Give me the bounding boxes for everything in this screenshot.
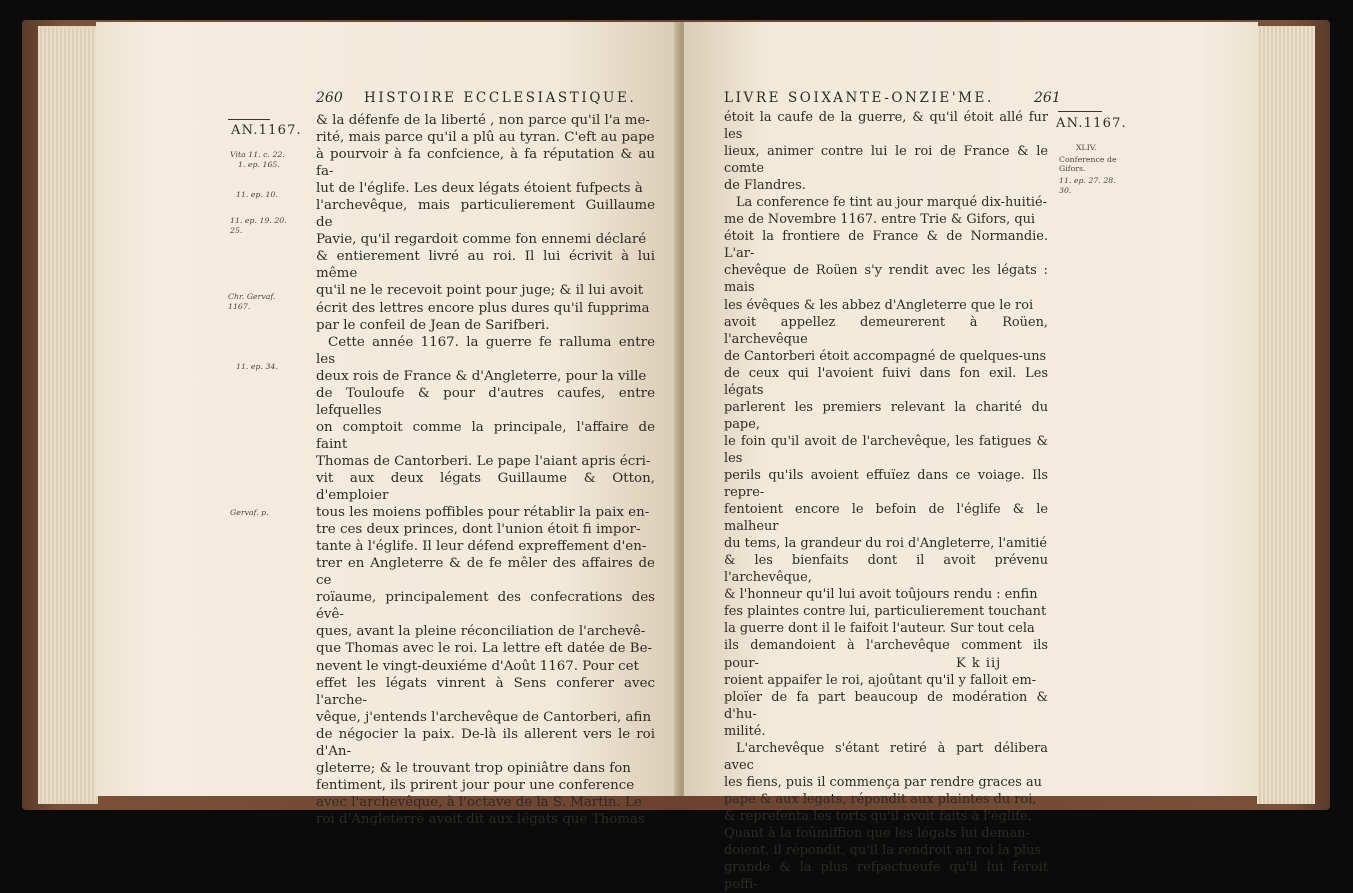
text-line: qu'il ne le recevoit point pour juge; & il lui avoit [316,283,644,299]
text-line: roïaume, principalement des confecrations des évê- [316,590,655,623]
page-edges-right [1257,26,1315,804]
text-line: effet les légats vinrent à Sens conferer avec l'arche- [316,675,655,708]
text-line: avoit appellez demeurerent à Roüen, l'archevêque [724,314,1048,347]
text-line: ils demandoient à l'archevêque comment ils pour- [724,638,1048,671]
right-running-head: LIVRE SOIXANTE-ONZIE'ME. [724,90,994,106]
margin-note: 11. ep. 10. [236,190,278,199]
text-line: grande & la plus refpectueufe qu'il lui feroit poffi- [724,860,1048,893]
year-rule [228,119,270,120]
text-line: les fiens, puis il commença par rendre graces au [724,774,1042,790]
margin-note: 11. ep. 27. 28. [1059,176,1116,185]
text-line: Quant à la foûmiffion que les légats lui deman- [724,825,1030,841]
left-running-head: HISTOIRE ECCLESIASTIQUE. [364,90,637,106]
text-line: nevent le vingt-deuxiéme d'Août 1167. Pour cet [316,658,639,674]
text-line: le foin qu'il avoit de l'archevêque, les fatigues & les [724,433,1048,466]
right-body-text [724,109,1048,893]
year-rule [1058,111,1102,112]
text-line: du tems, la grandeur du roi d'Angleterre, l'amitié [724,536,1048,552]
text-line: fes plaintes contre lui, particulierement touchant [724,604,1047,620]
text-line: & entierement livré au roi. Il lui écrivit à lui même [316,249,655,282]
margin-note: Chr. Gervaf. [228,292,276,301]
text-line: gleterre; & le trouvant trop opiniâtre dans fon [316,760,631,776]
margin-note: Conference de [1059,155,1117,164]
margin-note: 30. [1059,186,1072,195]
text-line: de ceux qui l'avoient fuivi dans fon exil. Les légats [724,365,1048,398]
right-page [684,22,1258,893]
text-line: étoit la caufe de la guerre, & qu'il étoit allé fur les [724,110,1048,143]
text-line: on comptoit comme la principale, l'affaire de faint [316,419,655,452]
margin-note: 11. ep. 34. [236,362,278,371]
text-line: la guerre dont il le faifoit l'auteur. Sur tout cela [724,621,1035,637]
text-line: de négocier la paix. De-là ils allerent vers le roi d'An- [316,726,655,759]
text-line: parlerent les premiers relevant la charité du pape, [724,399,1048,432]
margin-note: 1. ep. 165. [238,160,280,169]
left-page [96,22,678,827]
text-line: Cette année 1167. la guerre fe ralluma entre les [316,334,655,367]
text-line: tre ces deux princes, dont l'union étoit fi impor- [316,522,641,538]
text-line: & les bienfaits dont il avoit prévenu l'archevêque, [724,553,1048,586]
text-line: de Cantorberi étoit accompagné de quelques-uns [724,348,1047,364]
text-line: les évêques & les abbez d'Angleterre que le roi [724,297,1034,313]
margin-note: Gifors. [1059,164,1086,173]
text-line: trer en Angleterre & de fe mêler des affaires de ce [316,556,655,589]
text-line: & la défenfe de la liberté , non parce qu'il l'a me- [316,113,650,128]
text-line: fentoient encore le befoin de l'églife & le malheur [724,502,1048,535]
text-line: Pavie, qu'il regardoit comme fon ennemi déclaré [316,232,647,248]
text-line: roient appaifer le roi, ajoûtant qu'il y falloit em- [724,672,1037,688]
text-line: lut de l'églife. Les deux légats étoient fufpects à [316,181,643,197]
text-line: milité. [724,723,766,739]
margin-note: Gervaf. p. [230,508,269,517]
text-line: tante à l'églife. Il leur défend expreffement d'en- [316,539,647,555]
text-line: rité, mais parce qu'il a plû au tyran. C'eft au pape [316,130,655,146]
text-line: roi d'Angleterre avoit dit aux légats que Thomas [316,811,645,827]
right-year-label: AN.1167. [1056,116,1127,131]
text-line: de Touloufe & pour d'autres caufes, entre lefquelles [316,385,655,418]
text-line: lieux, animer contre lui le roi de France & le comte [724,144,1048,177]
text-line: ques, avant la pleine réconciliation de l'archevê- [316,624,646,640]
text-line: chevêque de Roüen s'y rendit avec les légats : mais [724,263,1048,296]
text-line: Thomas de Cantorberi. Le pape l'aiant apris écri- [316,453,651,469]
text-line: fentiment, ils prirent jour pour une conference [316,777,635,793]
left-page-number: 260 [316,90,343,106]
text-line: deux rois de France & d'Angleterre, pour la ville [316,368,647,384]
text-line: L'archevêque s'étant retiré à part délibera avec [724,740,1048,773]
signature-mark: K k iij [956,656,1002,671]
margin-note: 25. [230,226,243,235]
left-year-label: AN.1167. [231,123,302,138]
text-line: & l'honneur qu'il lui avoit toûjours rendu : enfin [724,587,1038,603]
text-line: pape & aux legats, répondit aux plaintes du roi, [724,791,1037,807]
margin-note: 11. ep. 19. 20. [230,216,287,225]
text-line: écrit des lettres encore plus dures qu'il fupprima [316,300,650,316]
text-line: tous les moiens poffibles pour rétablir la paix en- [316,505,650,521]
margin-note: 1167. [228,302,251,311]
margin-note: XLIV. [1076,143,1097,152]
text-line: perils qu'ils avoient effuïez dans ce voiage. Ils repre- [724,467,1048,501]
text-line: avec l'archevêque, à l'octave de la S. Martin. Le [316,794,642,810]
text-line: La conference fe tint au jour marqué dix-huitié- [736,195,1047,211]
text-line: vit aux deux légats Guillaume & Otton, d'emploier [316,470,655,504]
page-edges-left [38,26,98,804]
text-line: & reprefenta les torts qu'il avoit faits à l'églife. [724,808,1032,824]
text-line: que Thomas avec le roi. La lettre eft datée de Be- [316,641,653,657]
text-line: ploïer de fa part beaucoup de modération & d'hu- [724,689,1048,722]
text-line: doient, il répondit, qu'il la rendroit au roi la plus [724,843,1042,859]
right-page-number: 261 [1034,90,1061,106]
text-line: par le confeil de Jean de Sarifberi. [316,317,550,333]
text-line: vêque, j'entends l'archevêque de Cantorberi, afin [316,709,652,725]
text-line: à pourvoir à fa confcience, à fa réputation & au fa- [316,147,655,180]
left-body-text [316,112,655,828]
text-line: me de Novembre 1167. entre Trie & Gifors, qui [724,212,1036,228]
text-line: l'archevêque, mais particulierement Guillaume de [316,198,655,231]
text-line: étoit la frontiere de France & de Normandie. L'ar- [724,229,1048,262]
text-line: de Flandres. [724,178,806,194]
margin-note: Vita 11. c. 22. [230,150,285,159]
